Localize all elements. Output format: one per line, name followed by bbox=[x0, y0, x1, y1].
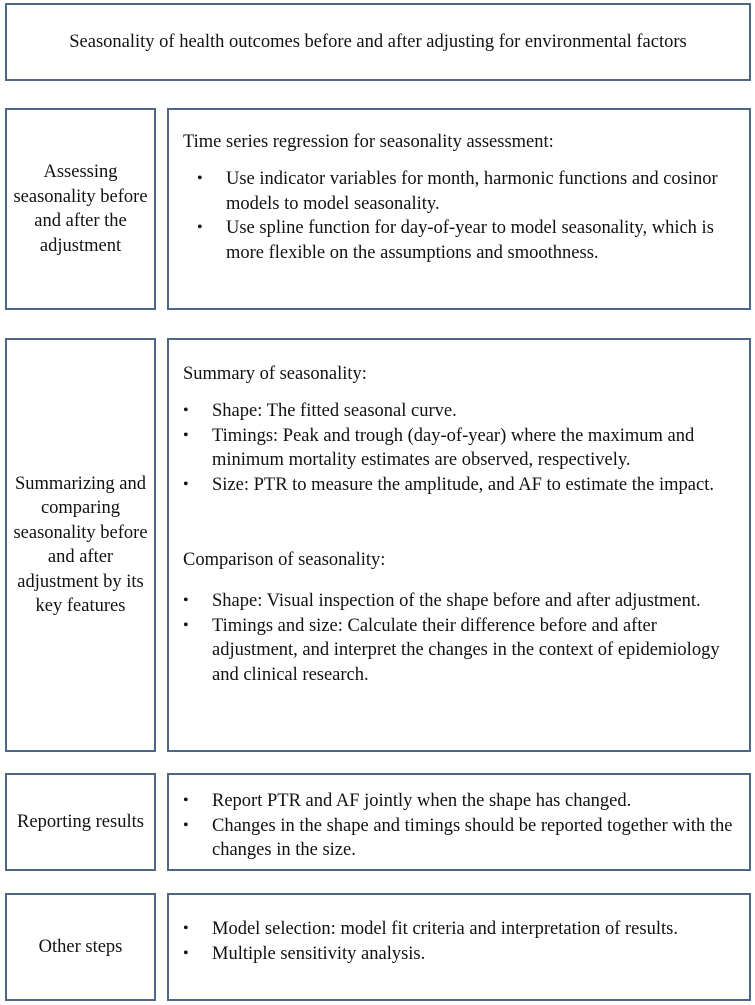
section-heading: Summary of seasonality: bbox=[183, 364, 367, 384]
bullet-icon: • bbox=[183, 475, 189, 493]
diagram-title: Seasonality of health outcomes before and after adjusting for environmental factors bbox=[69, 31, 687, 52]
list-item: • Model selection: model fit criteria and interpretation of results. bbox=[183, 917, 743, 942]
bullet-icon: • bbox=[183, 402, 189, 419]
step-label-box-other bbox=[5, 893, 156, 1001]
list-item: • Size: PTR to measure the amplitude, and AF to estimate the impact. bbox=[183, 473, 738, 498]
bullet-list bbox=[183, 917, 743, 966]
section-heading: Comparison of seasonality: bbox=[183, 550, 386, 570]
list-item: • Timings: Peak and trough (day-of-year) where the maximum and minimum mortality estimates are observed, respectively. bbox=[183, 425, 695, 470]
section-heading: Time series regression for seasonality assessment: bbox=[183, 132, 554, 152]
diagram-title-box bbox=[5, 3, 751, 81]
step-label-other: Other steps bbox=[38, 936, 123, 957]
list-item: • Use spline function for day-of-year to model seasonality, which is more flexible on the assumptions and smoothness. bbox=[197, 218, 714, 263]
bullet-list bbox=[183, 789, 738, 863]
bullet-icon: • bbox=[183, 426, 189, 444]
list-item: • Use indicator variables for month, harmonic functions and cosinor models to model seasonality. bbox=[197, 169, 718, 214]
step-content-box-other bbox=[167, 893, 751, 1001]
step-label-box-reporting bbox=[5, 773, 156, 871]
list-item: • Timings and size: Calculate their difference before and after adjustment, and interpret the changes in the context of epidemiology and clinical research. bbox=[183, 615, 720, 685]
bullet-list bbox=[183, 399, 738, 497]
step-label-summarizing: Summarizing and comparing seasonality before and after adjustment by its key features bbox=[13, 473, 148, 616]
step-content-box-reporting bbox=[167, 773, 751, 871]
list-item: • Changes in the shape and timings should be reported together with the changes in the size. bbox=[183, 815, 733, 860]
bullet-list bbox=[183, 589, 738, 687]
bullet-icon: • bbox=[183, 816, 189, 834]
step-content-box-assessing bbox=[167, 108, 751, 310]
list-item: • Report PTR and AF jointly when the shape has changed. bbox=[183, 789, 738, 814]
bullet-icon: • bbox=[183, 944, 189, 962]
step-content-box-summarizing bbox=[167, 338, 751, 752]
list-item: • Shape: Visual inspection of the shape before and after adjustment. bbox=[183, 589, 738, 614]
bullet-list bbox=[197, 167, 737, 265]
step-label-assessing: Assessing seasonality before and after the adjustment bbox=[13, 162, 148, 256]
bullet-icon: • bbox=[183, 792, 189, 809]
bullet-icon: • bbox=[183, 616, 189, 634]
list-item: • Shape: The fitted seasonal curve. bbox=[183, 399, 738, 424]
bullet-icon: • bbox=[183, 592, 189, 609]
step-label-reporting: Reporting results bbox=[17, 811, 144, 832]
step-label-box-summarizing bbox=[5, 338, 156, 752]
list-item: • Multiple sensitivity analysis. bbox=[183, 942, 743, 967]
step-label-box-assessing bbox=[5, 108, 156, 310]
bullet-icon: • bbox=[183, 920, 189, 937]
bullet-icon: • bbox=[197, 170, 203, 187]
bullet-icon: • bbox=[197, 219, 203, 236]
